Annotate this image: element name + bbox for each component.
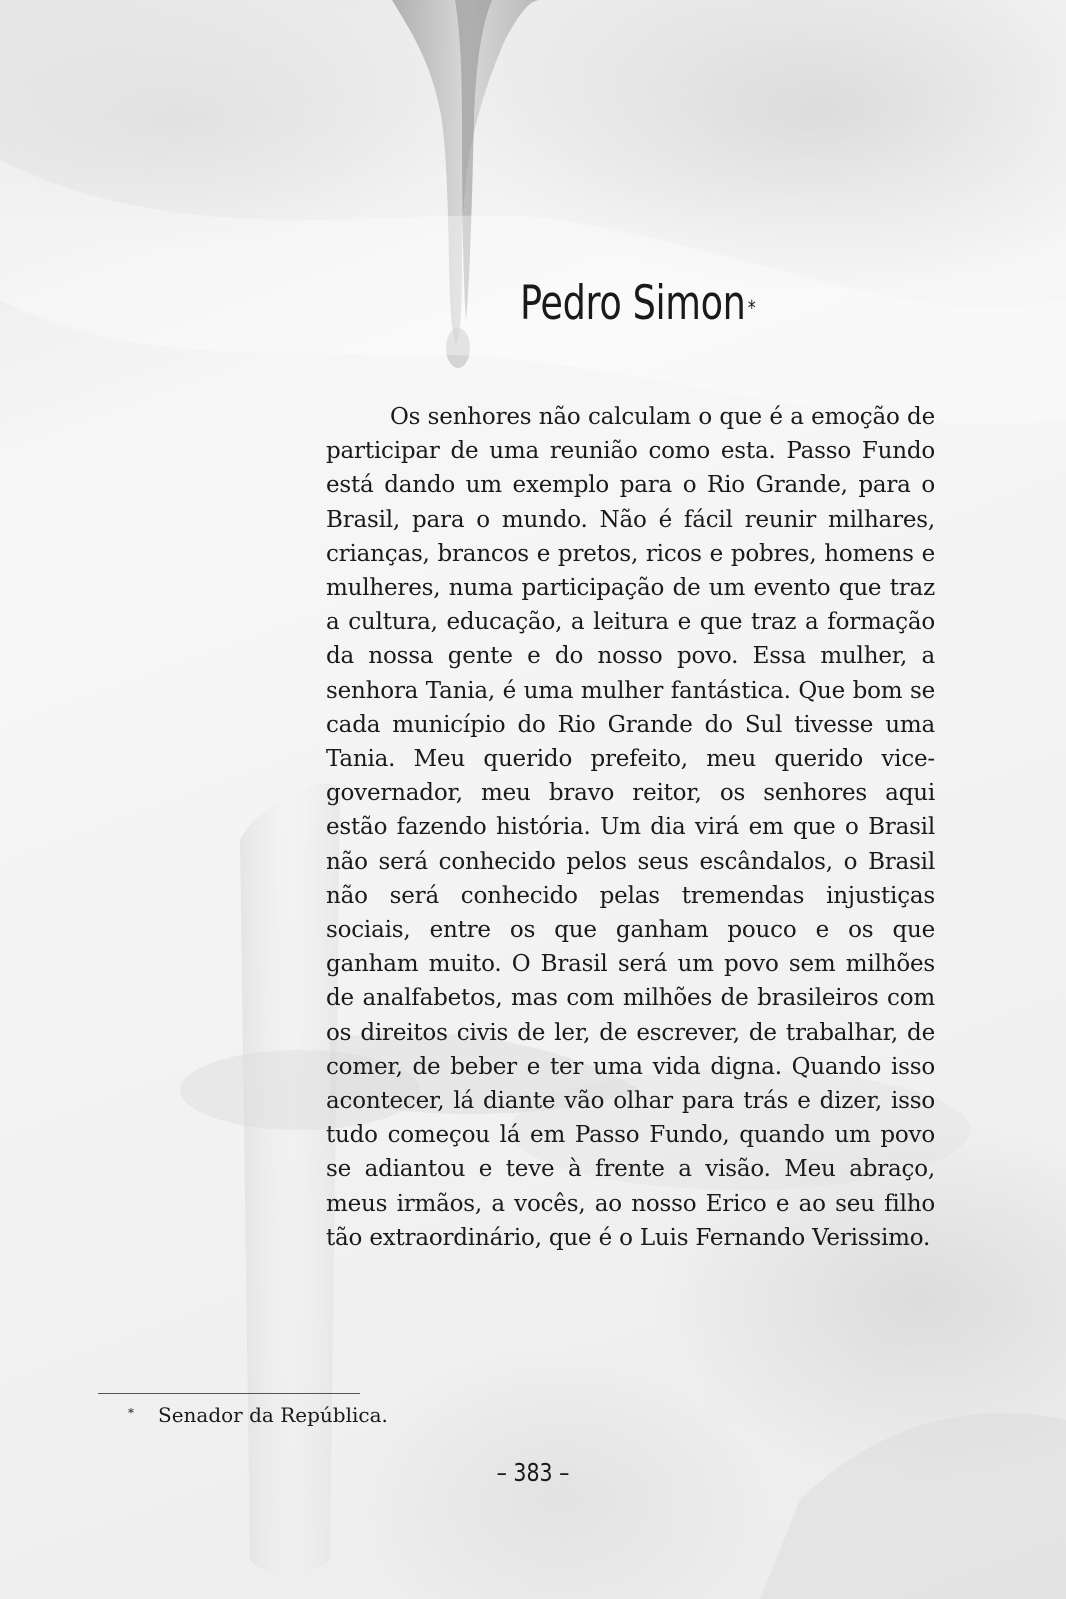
speech-paragraph: Os senhores não calculam o que é a emoção de participar de uma reunião como esta. Passo Fundo está dando um exemplo para o Rio Grande, para o Brasil, para o mundo. Não é fácil reunir milhares, crianças, brancos e pretos, ricos e pobres, homens e mulheres, numa participação de um evento que traz a cultura, educação, a leitura e que traz a formação da nossa gente e do nosso povo. Essa mulher, a senhora Tania, é uma mulher fantástica. Que bom se cada município do Rio Grande do Sul tivesse uma Tania. Meu querido prefeito, meu querido vice-governador, meu bravo reitor, os senhores aqui estão fazendo história. Um dia virá em que o Brasil não será conhecido pelos seus escândalos, o Brasil não será conhecido pelas tremendas injustiças sociais, entre os que ganham pouco e os que ganham muito. O Brasil será um povo sem milhões de analfabetos, mas com milhões de brasileiros com os direitos civis de ler, de escrever, de trabalhar, de comer, de beber e ter uma vida digna. Quando isso acontecer, lá diante vão olhar para trás e dizer, isso tudo começou lá em Passo Fundo, quando um povo se adiantou e teve à frente a visão. Meu abraço, meus irmãos, a vocês, ao nosso Erico e ao seu filho tão extraordinário, que é o Luis Fernando Verissimo.: [326, 404, 935, 1251]
page-title: [520, 276, 755, 332]
footnote-divider: [98, 1393, 360, 1394]
page-number: – 383 –: [496, 1458, 570, 1487]
footnote: [128, 1401, 388, 1429]
title-footnote-marker: *: [747, 296, 756, 320]
author-name: Pedro Simon: [520, 276, 746, 331]
footnote-text: Senador da República.: [158, 1403, 388, 1427]
footnote-marker: *: [128, 1406, 134, 1420]
